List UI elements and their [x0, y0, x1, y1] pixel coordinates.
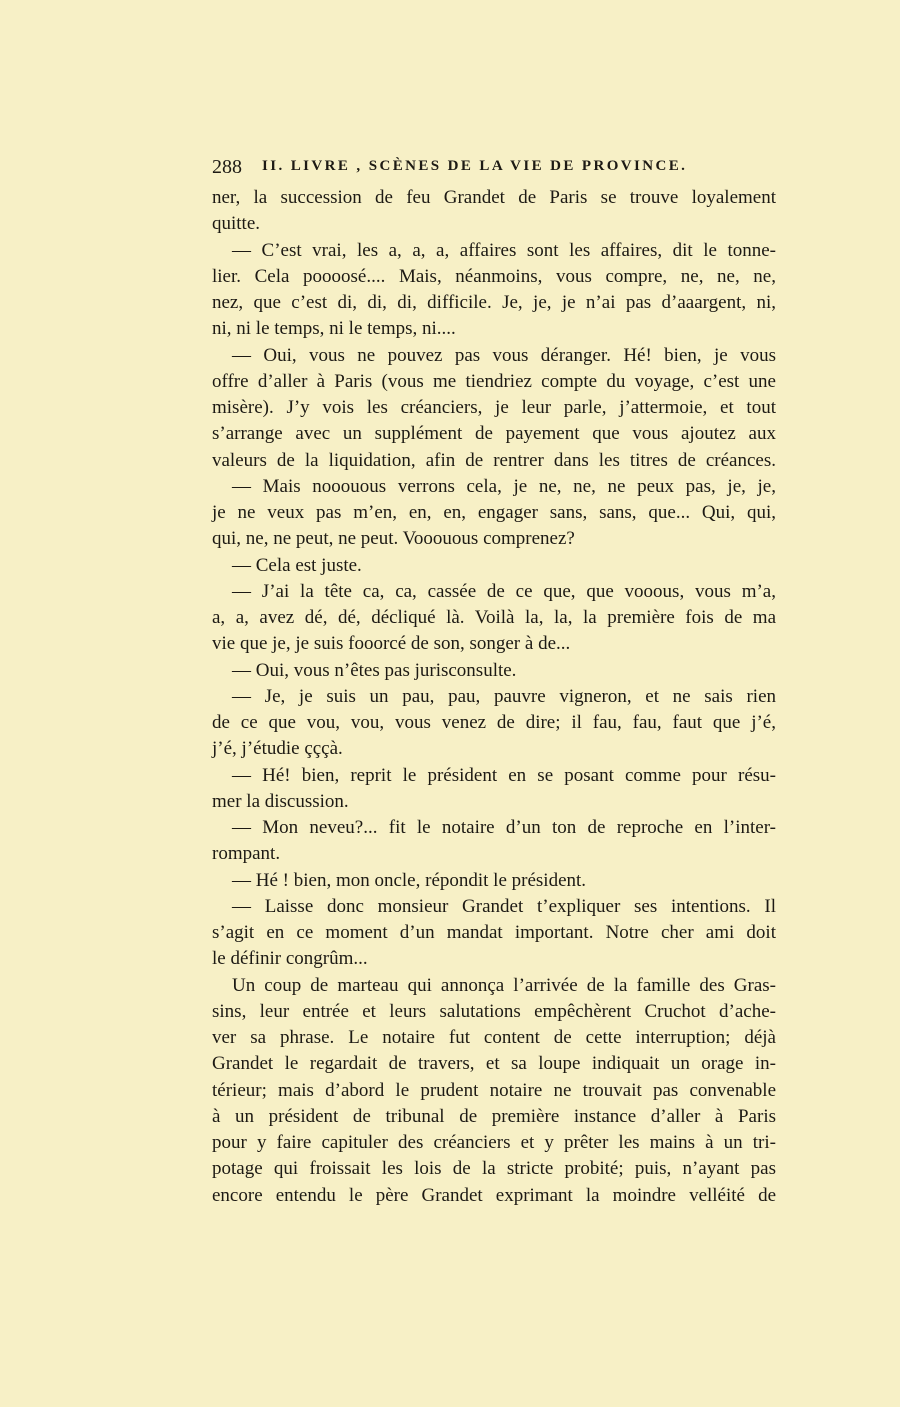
text-line: ner, la succession de feu Grandet de Paris se trouve loyalement: [212, 187, 776, 208]
text-line: — Hé! bien, reprit le président en se posant comme pour résu-: [232, 764, 776, 786]
text-line: lier. Cela poooosé.... Mais, néanmoins, vous compre, ne, ne, ne,: [212, 265, 776, 287]
text-line: a, a, avez dé, dé, décliqué là. Voilà la, la, la première fois de ma: [212, 607, 776, 628]
text-line: Grandet le regardait de travers, et sa loupe indiquait un orage in-: [212, 1053, 776, 1075]
text-line: Un coup de marteau qui annonça l’arrivée de la famille des Gras-: [232, 974, 776, 996]
text-line: pour y faire capituler des créanciers et y prêter les mains à un tri-: [212, 1132, 776, 1153]
text-line: — J’ai la tête ca, ca, cassée de ce que, que vooous, vous m’a,: [232, 580, 776, 602]
page-body-text: [212, 185, 776, 1209]
text-line: mer la discussion.: [212, 790, 349, 812]
text-line: valeurs de la liquidation, afin de rentrer dans les titres de créances.: [212, 449, 776, 471]
text-line: ni, ni le temps, ni le temps, ni....: [212, 318, 456, 340]
text-line: — Hé ! bien, mon oncle, répondit le président.: [232, 869, 587, 891]
running-header: [212, 156, 776, 182]
text-line: — C’est vrai, les a, a, a, affaires sont les affaires, dit le tonne-: [232, 239, 776, 261]
text-line: nez, que c’est di, di, di, difficile. Je, je, je n’ai pas d’aaargent, ni,: [212, 292, 776, 313]
text-line: — Oui, vous n’êtes pas jurisconsulte.: [232, 659, 517, 681]
text-line: à un président de tribunal de première instance d’aller à Paris: [212, 1105, 776, 1127]
text-line: s’agit en ce moment d’un mandat important. Notre cher ami doit: [212, 922, 776, 943]
running-title: II. LIVRE , SCÈNES DE LA VIE DE PROVINCE.: [262, 158, 688, 174]
text-line: sins, leur entrée et leurs salutations empêchèrent Cruchot d’ache-: [212, 1000, 776, 1022]
text-line: encore entendu le père Grandet exprimant la moindre velléité de: [212, 1184, 776, 1206]
text-line: s’arrange avec un supplément de payement que vous ajoutez aux: [212, 423, 776, 445]
text-line: vie que je, je suis fooorcé de son, songer à de...: [212, 633, 571, 655]
text-line: offre d’aller à Paris (vous me tiendriez compte du voyage, c’est une: [212, 370, 776, 392]
text-line: — Oui, vous ne pouvez pas vous déranger. Hé! bien, je vous: [232, 344, 776, 366]
text-line: je ne veux pas m’en, en, en, engager sans, sans, que... Qui, qui,: [212, 502, 776, 523]
text-line: — Mon neveu?... fit le notaire d’un ton de reproche en l’inter-: [232, 817, 776, 838]
text-line: misère). J’y vois les créanciers, je leur parle, j’attermoie, et tout: [212, 397, 776, 418]
text-line: rompant.: [212, 843, 281, 865]
text-line: qui, ne, ne peut, ne peut. Vooouous comprenez?: [212, 528, 575, 550]
text-line: j’é, j’étudie çççà.: [212, 738, 343, 760]
text-line: — Cela est juste.: [232, 554, 362, 576]
text-line: — Je, je suis un pau, pau, pauvre vigneron, et ne sais rien: [232, 685, 776, 707]
text-line: ver sa phrase. Le notaire fut content de cette interruption; déjà: [212, 1027, 776, 1048]
text-line: quitte.: [212, 213, 261, 235]
text-line: le définir congrûm...: [212, 948, 368, 970]
text-line: — Mais nooouous verrons cela, je ne, ne, ne peux pas, je, je,: [232, 475, 776, 497]
text-line: térieur; mais d’abord le prudent notaire ne trouvait pas convenable: [212, 1079, 776, 1101]
text-line: — Laisse donc monsieur Grandet t’expliquer ses intentions. Il: [232, 895, 776, 917]
page-number: 288: [212, 156, 242, 178]
text-line: potage qui froissait les lois de la stricte probité; puis, n’ayant pas: [212, 1158, 776, 1180]
text-line: de ce que vou, vou, vous venez de dire; il fau, fau, faut que j’é,: [212, 712, 776, 733]
